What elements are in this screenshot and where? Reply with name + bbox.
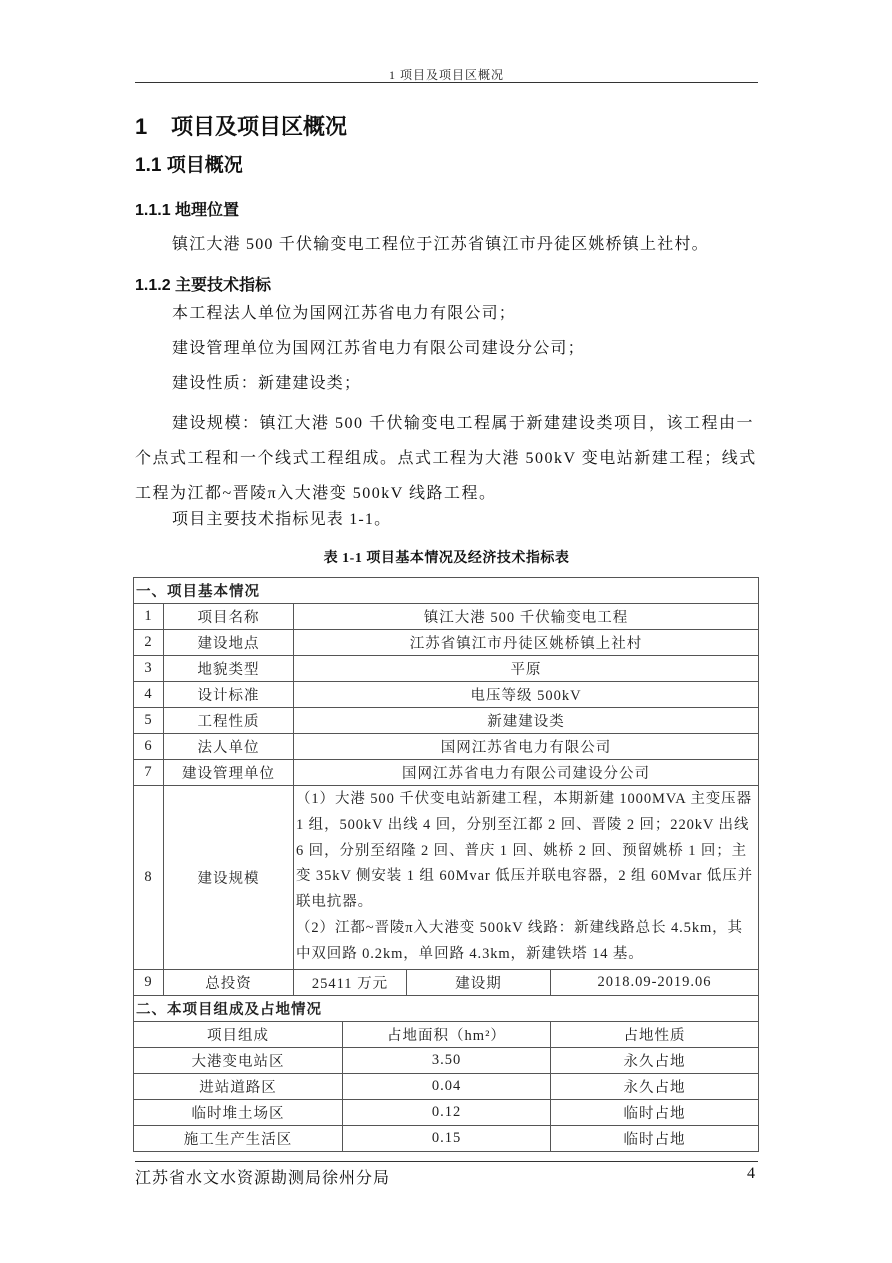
land-row [134,1073,759,1099]
land-area: 3.50 [343,1047,551,1073]
section1-title: 一、项目基本情况 [134,578,759,604]
header-area: 占地面积（hm²） [343,1021,551,1047]
row-value: 电压等级 500kV [294,682,759,708]
nature-paragraph: 建设性质：新建建设类； [172,375,362,392]
legal-entity-paragraph: 本工程法人单位为国网江苏省电力有限公司； [172,305,517,322]
footer-organization: 江苏省水文水资源勘测局徐州分局 [135,1170,391,1187]
section2-title: 二、本项目组成及占地情况 [134,995,759,1021]
section-heading-1-1-1: 1.1.1 地理位置 [135,202,240,219]
row-item: 法人单位 [164,734,294,760]
scale-row [134,786,759,970]
row-value: 江苏省镇江市丹徒区姚桥镇上社村 [294,630,759,656]
period-value: 2018.09-2019.06 [551,969,759,995]
page-number: 4 [747,1165,755,1182]
row-number: 5 [134,708,164,734]
row-item: 地貌类型 [164,656,294,682]
land-component: 大港变电站区 [134,1047,343,1073]
table-row [134,760,759,786]
land-area: 0.12 [343,1099,551,1125]
row-number: 6 [134,734,164,760]
chapter-title: 项目及项目区概况 [171,114,348,139]
land-nature: 临时占地 [551,1125,759,1151]
table-caption: 表 1-1 项目基本情况及经济技术指标表 [323,551,570,566]
table-row [134,656,759,682]
scale-paragraph: 建设规模：镇江大港 500 千伏输变电工程属于新建建设类项目，该工程由一个点式工程和一个线式工程组成。点式工程为大港 500kV 变电站新建工程；线式工程为江都~晋陵π入大港变 500kV 线路工程。 [135,415,757,502]
investment-value: 25411 万元 [294,969,407,995]
land-row [134,1125,759,1151]
row-item: 设计标准 [164,682,294,708]
scale-description [294,786,759,970]
land-header-row [134,1021,759,1047]
land-area: 0.04 [343,1073,551,1099]
running-header: 1 项目及项目区概况 [388,68,504,82]
table-row [134,630,759,656]
row-number: 4 [134,682,164,708]
row-value: 镇江大港 500 千伏输变电工程 [294,604,759,630]
table-row [134,604,759,630]
header-nature: 占地性质 [551,1021,759,1047]
location-paragraph: 镇江大港 500 千伏输变电工程位于江苏省镇江市丹徒区姚桥镇上社村。 [172,236,709,253]
land-component: 临时堆土场区 [134,1099,343,1125]
footer-rule [135,1161,758,1162]
investment-row [134,969,759,995]
chapter-heading [135,110,347,141]
row-item: 建设管理单位 [164,760,294,786]
scale-line-transmission: （2）江都~晋陵π入大港变 500kV 线路：新建线路总长 4.5km，其中双回路 0.2km，单回路 4.3km，新建铁塔 14 基。 [296,919,743,962]
row-number: 1 [134,604,164,630]
land-nature: 永久占地 [551,1073,759,1099]
row-number: 3 [134,656,164,682]
header-rule [135,82,758,83]
row-value: 国网江苏省电力有限公司 [294,734,759,760]
table-row [134,734,759,760]
management-paragraph: 建设管理单位为国网江苏省电力有限公司建设分公司； [172,340,585,357]
section-heading-1-1-2: 1.1.2 主要技术指标 [135,277,272,294]
table-reference-paragraph: 项目主要技术指标见表 1-1。 [172,511,392,528]
row-item: 工程性质 [164,708,294,734]
row-number: 8 [134,786,164,970]
row-number: 7 [134,760,164,786]
project-info-table [133,577,759,1152]
row-item: 项目名称 [164,604,294,630]
row-item: 建设地点 [164,630,294,656]
chapter-number: 1 [135,114,148,139]
land-row [134,1099,759,1125]
land-row [134,1047,759,1073]
header-component: 项目组成 [134,1021,343,1047]
land-component: 进站道路区 [134,1073,343,1099]
land-area: 0.15 [343,1125,551,1151]
land-component: 施工生产生活区 [134,1125,343,1151]
row-number: 9 [134,969,164,995]
section-heading-1-1: 1.1 项目概况 [135,155,243,176]
land-nature: 永久占地 [551,1047,759,1073]
scale-line-substation: （1）大港 500 千伏变电站新建工程，本期新建 1000MVA 主变压器 1 组，500kV 出线 4 回，分别至江都 2 回、晋陵 2 回；220kV 出线 6 回，分别至绍隆 2 回、普庆 1 回、姚桥 2 回、预留姚桥 1 回；主变 35kV 侧安装 1 组 60Mvar 低压并联电容器，2 组 60Mvar 低压并联电抗器。 [296,791,753,911]
land-nature: 临时占地 [551,1099,759,1125]
table-row [134,708,759,734]
table-section-row [134,995,759,1021]
table-section-row [134,578,759,604]
table-row [134,682,759,708]
row-item: 总投资 [164,969,294,995]
row-value: 新建建设类 [294,708,759,734]
row-value: 国网江苏省电力有限公司建设分公司 [294,760,759,786]
row-item: 建设规模 [164,786,294,970]
period-label: 建设期 [407,969,551,995]
row-number: 2 [134,630,164,656]
row-value: 平原 [294,656,759,682]
